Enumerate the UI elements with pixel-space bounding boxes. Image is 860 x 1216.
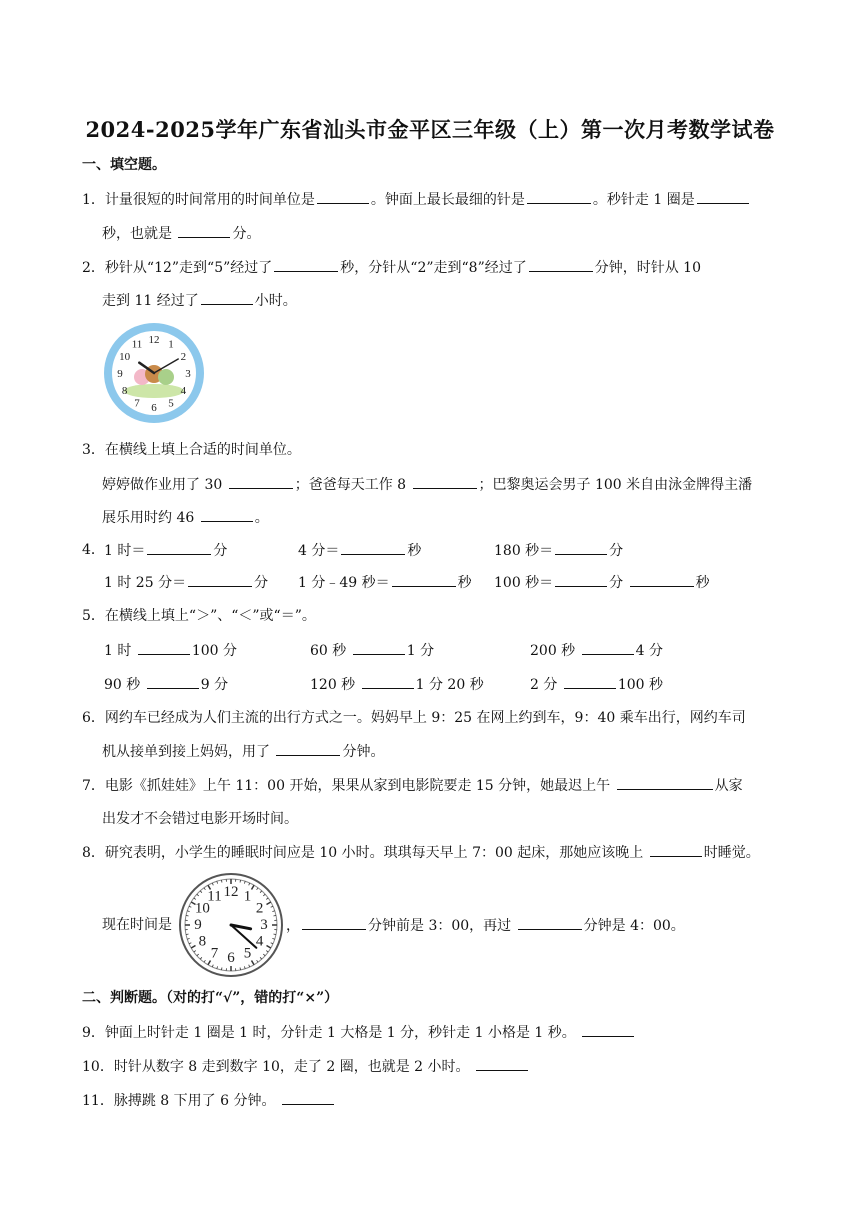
answer-blank[interactable] xyxy=(413,474,477,489)
question-text: 机从接单到接上妈妈，用了 xyxy=(102,744,275,760)
question-text: 在横线上填上“＞”、“＜”或“＝”。 xyxy=(104,608,316,624)
question-text: 秒针从“12”走到“5”经过了 xyxy=(104,260,273,276)
question-number: 9． xyxy=(82,1025,105,1041)
answer-blank[interactable] xyxy=(188,572,252,587)
clock-number: 10 xyxy=(194,900,210,917)
clock-number: 2 xyxy=(255,900,264,917)
answer-blank[interactable] xyxy=(276,741,340,756)
answer-blank[interactable] xyxy=(274,257,338,272)
item-text: 4 分 xyxy=(635,643,663,659)
question-11 xyxy=(82,1090,336,1111)
clock-number: 3 xyxy=(185,368,191,380)
question-text: 现在时间是 xyxy=(102,917,172,933)
answer-blank[interactable] xyxy=(147,674,199,689)
clock-number: 8 xyxy=(198,933,207,950)
conversion-item xyxy=(494,572,710,593)
answer-blank[interactable] xyxy=(555,572,607,587)
answer-blank[interactable] xyxy=(527,189,591,204)
clock-number: 2 xyxy=(180,351,187,363)
item-text: 2 分 xyxy=(530,677,562,693)
analog-clock-image xyxy=(178,872,284,978)
question-8-line-1 xyxy=(82,842,760,863)
question-text: 分。 xyxy=(232,226,261,242)
question-2-line-1 xyxy=(82,257,701,278)
question-text: ；爸爸每天工作 8 xyxy=(294,477,411,493)
item-text: 120 秒 xyxy=(310,677,360,693)
question-3-line-3 xyxy=(102,507,269,528)
clock-number: 1 xyxy=(243,888,252,905)
question-text: 分钟前是 3：00，再过 xyxy=(368,918,516,934)
answer-blank[interactable] xyxy=(282,1090,334,1105)
item-unit: 分 xyxy=(254,575,269,591)
section-fill-in: 一、填空题。 xyxy=(82,157,166,173)
green-bear-icon xyxy=(158,369,174,385)
question-text: 网约车已经成为人们主流的出行方式之一。妈妈早上 9：25 在网上约到车，9：40 乘车出行，网约车司 xyxy=(104,710,746,726)
question-text: 分钟是 4：00。 xyxy=(583,918,685,934)
conversion-item xyxy=(298,572,472,593)
item-text: 1 分 20 秒 xyxy=(415,677,484,693)
question-7-line-2 xyxy=(102,809,298,829)
item-unit: 秒 xyxy=(457,575,472,591)
item-text: 200 秒 xyxy=(530,643,580,659)
answer-blank[interactable] xyxy=(476,1056,528,1071)
clock-number: 4 xyxy=(255,933,264,950)
question-5-line-1 xyxy=(82,606,316,626)
answer-blank[interactable] xyxy=(147,540,211,555)
answer-blank[interactable] xyxy=(341,540,405,555)
question-1-line-1 xyxy=(82,189,751,210)
question-6-line-2 xyxy=(102,741,384,762)
answer-blank[interactable] xyxy=(201,507,253,522)
grass-decoration xyxy=(121,384,184,398)
question-8-line-2b xyxy=(286,915,685,936)
answer-blank[interactable] xyxy=(138,640,190,655)
answer-blank[interactable] xyxy=(617,775,713,790)
answer-blank[interactable] xyxy=(353,640,405,655)
question-text: 展乐用时约 46 xyxy=(102,510,199,526)
question-text: 走到 11 经过了 xyxy=(102,293,199,309)
compare-item xyxy=(530,674,663,695)
item-text: 9 分 xyxy=(200,677,229,693)
answer-blank[interactable] xyxy=(529,257,593,272)
question-number: 3． xyxy=(82,442,105,458)
conversion-item xyxy=(494,540,623,561)
item-text: 1 分﹣49 秒＝ xyxy=(298,575,390,591)
question-text: 分钟。 xyxy=(342,744,385,760)
question-number: 7． xyxy=(82,778,105,794)
question-text: 钟面上时针走 1 圈是 1 时，分针走 1 大格是 1 分，秒针走 1 小格是 1 秒。 xyxy=(104,1025,581,1041)
item-text: 4 分＝ xyxy=(298,543,340,559)
item-unit: 分 xyxy=(609,543,624,559)
question-text: 。钟面上最长最细的针是 xyxy=(370,192,525,208)
question-4-number: 4． xyxy=(82,542,105,558)
clock-number: 9 xyxy=(117,368,123,380)
answer-blank[interactable] xyxy=(518,915,582,930)
answer-blank[interactable] xyxy=(302,915,366,930)
item-text: 1 时 25 分＝ xyxy=(104,575,187,591)
item-text: 100 秒＝ xyxy=(494,575,554,591)
answer-blank[interactable] xyxy=(555,540,607,555)
item-text: 100 秒 xyxy=(617,677,663,693)
compare-item xyxy=(104,674,228,695)
question-number: 1． xyxy=(82,192,105,208)
conversion-item xyxy=(104,572,268,593)
clock-number: 5 xyxy=(243,945,252,962)
question-number: 10． xyxy=(82,1059,114,1075)
clock-number: 1 xyxy=(168,338,174,351)
answer-blank[interactable] xyxy=(317,189,369,204)
section-true-false: 二、判断题。（对的打“√”，错的打“×”） xyxy=(82,990,339,1006)
answer-blank[interactable] xyxy=(564,674,616,689)
item-unit: 分 xyxy=(609,575,628,591)
answer-blank[interactable] xyxy=(582,1022,634,1037)
answer-blank[interactable] xyxy=(582,640,634,655)
answer-blank[interactable] xyxy=(178,223,230,238)
clock-number: 12 xyxy=(148,334,160,346)
clock-number: 11 xyxy=(131,338,143,351)
item-unit: 秒 xyxy=(407,543,422,559)
conversion-item xyxy=(298,540,421,561)
answer-blank[interactable] xyxy=(201,290,253,305)
question-text: 时睡觉。 xyxy=(703,845,760,861)
clock-number: 9 xyxy=(194,917,202,933)
compare-item xyxy=(530,640,663,661)
question-10 xyxy=(82,1056,530,1077)
clock-number: 12 xyxy=(223,884,239,900)
question-9 xyxy=(82,1022,636,1043)
clock-number: 6 xyxy=(227,950,235,966)
clock-number: 4 xyxy=(180,385,187,397)
question-number: 8． xyxy=(82,845,105,861)
question-3-line-2 xyxy=(102,474,752,495)
question-number: 2． xyxy=(82,260,105,276)
question-text: 分钟，时针从 10 xyxy=(594,260,701,276)
clock-number: 5 xyxy=(168,397,174,410)
question-6-line-1 xyxy=(82,708,746,728)
page-title: 2024-2025学年广东省汕头市金平区三年级（上）第一次月考数学试卷 xyxy=(85,117,775,142)
answer-blank[interactable] xyxy=(650,842,702,857)
question-text: 从家 xyxy=(714,778,743,794)
clock-number: 11 xyxy=(207,888,222,905)
question-text: 电影《抓娃娃》上午 11：00 开始，果果从家到电影院要走 15 分钟，她最迟上午 xyxy=(104,778,615,794)
question-text: 在横线上填上合适的时间单位。 xyxy=(104,442,301,458)
item-text: 60 秒 xyxy=(310,643,351,659)
clock-number: 7 xyxy=(134,397,140,410)
answer-blank[interactable] xyxy=(630,572,694,587)
clock-number: 6 xyxy=(151,402,157,414)
question-8-line-2a xyxy=(102,915,172,935)
item-unit: 秒 xyxy=(695,575,710,591)
question-number: 6． xyxy=(82,710,105,726)
clock-number: 7 xyxy=(210,945,219,962)
answer-blank[interactable] xyxy=(362,674,414,689)
answer-blank[interactable] xyxy=(229,474,293,489)
question-7-line-1 xyxy=(82,775,743,796)
question-text: 。 xyxy=(254,510,269,526)
item-text: 1 时 xyxy=(104,643,136,659)
question-text: 计量很短的时间常用的时间单位是 xyxy=(104,192,315,208)
item-text: 1 时＝ xyxy=(104,543,146,559)
question-3-line-1 xyxy=(82,440,301,460)
answer-blank[interactable] xyxy=(392,572,456,587)
item-text: 90 秒 xyxy=(104,677,145,693)
answer-blank[interactable] xyxy=(697,189,749,204)
compare-item xyxy=(310,674,484,695)
question-text: ， xyxy=(286,918,300,934)
clock-number: 3 xyxy=(260,917,268,933)
item-text: 100 分 xyxy=(191,643,237,659)
question-text: 。秒针走 1 圈是 xyxy=(592,192,695,208)
question-text: 脉搏跳 8 下用了 6 分钟。 xyxy=(113,1093,280,1109)
compare-item xyxy=(104,640,237,661)
question-text: 婷婷做作业用了 30 xyxy=(102,477,227,493)
question-text: ；巴黎奥运会男子 100 米自由泳金牌得主潘 xyxy=(478,477,753,493)
question-number: 5． xyxy=(82,608,105,624)
item-text: 1 分 xyxy=(406,643,435,659)
clock-number: 10 xyxy=(119,351,131,363)
conversion-item xyxy=(104,540,227,561)
compare-item xyxy=(310,640,434,661)
wall-clock-image xyxy=(102,321,206,425)
question-text: 研究表明，小学生的睡眠时间应是 10 小时。琪琪每天早上 7：00 起床，那她应该晚上 xyxy=(104,845,648,861)
question-text: 小时。 xyxy=(254,293,297,309)
question-text: 时针从数字 8 走到数字 10，走了 2 圈，也就是 2 小时。 xyxy=(113,1059,474,1075)
question-text: 秒，分针从“2”走到“8”经过了 xyxy=(340,260,527,276)
question-2-line-2 xyxy=(102,290,297,311)
item-text: 180 秒＝ xyxy=(494,543,554,559)
question-1-line-2 xyxy=(102,223,260,244)
question-number: 11． xyxy=(82,1093,114,1109)
question-text: 出发才不会错过电影开场时间。 xyxy=(102,811,298,827)
question-text: 秒，也就是 xyxy=(102,226,177,242)
clock-number: 8 xyxy=(121,385,128,397)
item-unit: 分 xyxy=(213,543,228,559)
